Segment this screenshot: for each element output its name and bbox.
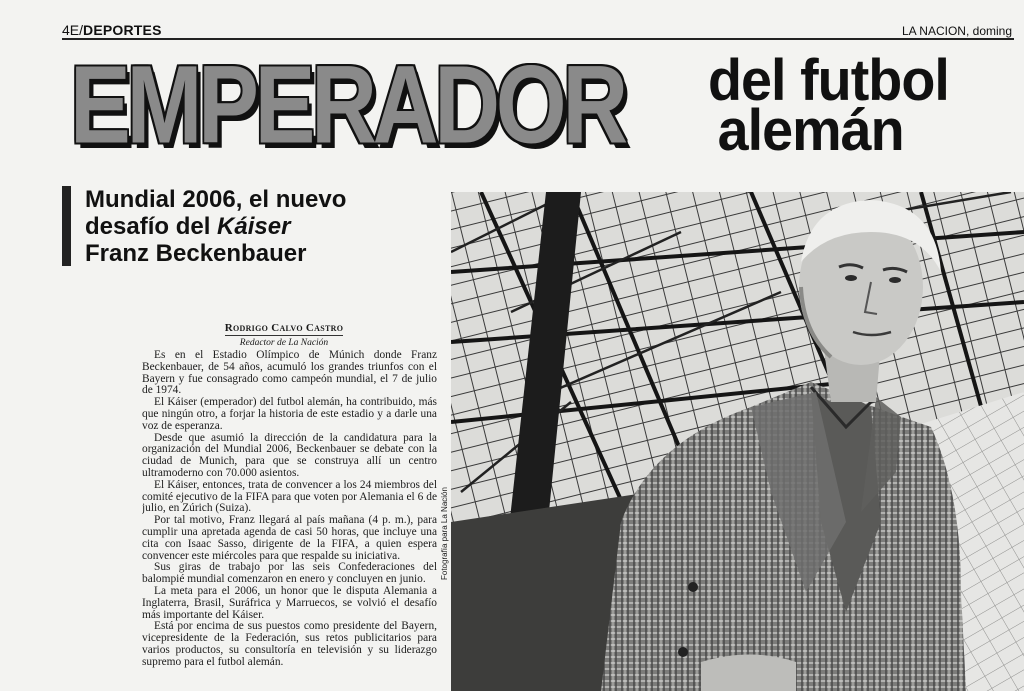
author-name: Rodrigo Calvo Castro — [224, 322, 344, 334]
section-label — [62, 22, 162, 38]
deck-line-2-text: desafío del — [85, 213, 218, 240]
paragraph-1: Es en el Estadio Olímpico de Múnich donde Franz Beckenbauer, de 54 años, acumuló los grandes triunfos con el Bayern y fue consagrado como campeón mundial, el 7 de julio de 1974. — [142, 350, 437, 397]
headline-secondary-line1: del futbol — [708, 48, 949, 113]
headline-secondary-line2: alemán — [717, 97, 904, 163]
deck-line-3: Franz Beckenbauer — [85, 240, 307, 267]
paragraph-7: La meta para el 2006, un honor que le disputa Alemania a Inglaterra, Brasil, Suráfrica y Marruecos, se volvió el desafío más importante del Káiser. — [142, 584, 437, 621]
section-name: DEPORTES — [83, 22, 162, 38]
deck-line-1: Mundial 2006, el nuevo — [85, 186, 347, 213]
article-deck — [62, 186, 432, 266]
author-role: Redactor de La Nación — [239, 338, 329, 348]
paragraph-5: Por tal motivo, Franz llegará al país mañana (4 p. m.), para cumplir una apretada agenda de casi 50 horas, que incluye una cita con Isaac Sasso, dirigente de la FIFA, a quien espera convencer este miércoles para que respalde su iniciativa. — [142, 514, 437, 562]
photo-credit: Fotografía para La Nación — [440, 487, 449, 580]
headline-secondary — [708, 48, 949, 163]
paragraph-8: Está por encima de sus puestos como presidente del Bayern, vicepresidente de la Federación, sus retos publicitarios para varios productos, su consultoría en televisión y su liderazgo supremo para el futbol alemán. — [142, 620, 437, 668]
headline-main: EMPERADOR — [70, 43, 624, 167]
paragraph-4: El Káiser, entonces, trata de convencer a los 24 miembros del comité ejecutivo de la FIFA para que voten por Alemania el 6 de julio, en Zúrich (Suiza). — [142, 478, 437, 515]
page-header — [62, 20, 1014, 40]
deck-line-2 — [85, 213, 432, 240]
article-body — [142, 350, 437, 691]
paragraph-2: El Káiser (emperador) del futbol alemán, ha contribuido, más que ningún otro, a forjar la historia de este estadio y a darle una voz de esperanza. — [142, 396, 437, 432]
photo-beckenbauer-stadium — [451, 192, 1024, 691]
page-number: 4E/ — [62, 22, 84, 38]
edition-label: LA NACION, doming — [901, 24, 1012, 38]
byline — [140, 318, 428, 348]
deck-kaiser: Káiser — [217, 213, 291, 240]
photo-illustration — [451, 192, 1024, 691]
paragraph-6: Sus giras de trabajo por las seis Confederaciones del balompié mundial comenzaron en enero y concluyen en junio. — [142, 561, 437, 586]
paragraph-3: Desde que asumió la dirección de la candidatura para la organización del Mundial 2006, Beckenbauer se debate con la ciudad de Munich, para que se construya allí un centro ultramoderno con 70.000 asientos. — [142, 431, 437, 479]
